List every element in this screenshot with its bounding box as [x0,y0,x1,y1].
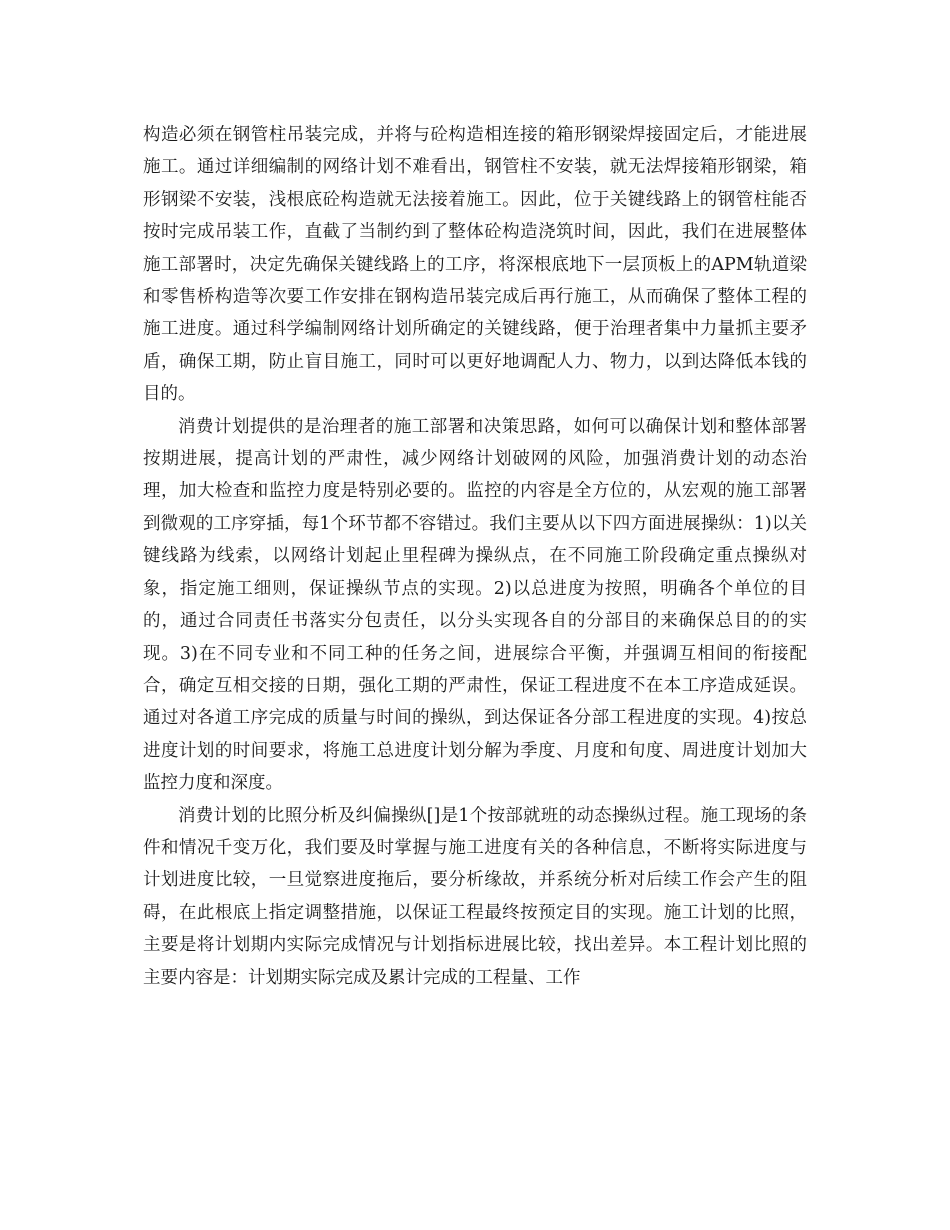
paragraph-2: 消费计划提供的是治理者的施工部署和决策思路，如何可以确保计划和整体部署按期进展，提高计划的严肃性，减少网络计划破网的风险，加强消费计划的动态治理，加大检查和监控力度是特别必要的。监控的内容是全方位的，从宏观的施工部署到微观的工序穿插，每1个环节都不容错过。我们主要从以下四方面进展操纵：1)以关键线路为线索，以网络计划起止里程碑为操纵点，在不同施工阶段确定重点操纵对象，指定施工细则，保证操纵节点的实现。2)以总进度为按照，明确各个单位的目的，通过合同责任书落实分包责任，以分头实现各自的分部目的来确保总目的的实现。3)在不同专业和不同工种的任务之间，进展综合平衡，并强调互相间的衔接配合，确定互相交接的日期，强化工期的严肃性，保证工程进度不在本工序造成延误。通过对各道工序完成的质量与时间的操纵，到达保证各分部工程进度的实现。4)按总进度计划的时间要求，将施工总进度计划分解为季度、月度和旬度、周进度计划加大监控力度和深度。 [143,416,807,794]
document-body [143,119,807,994]
paragraph-3: 消费计划的比照分析及纠偏操纵[]是1个按部就班的动态操纵过程。施工现场的条件和情况千变万化，我们要及时掌握与施工进度有关的各种信息，不断将实际进度与计划进度比较，一旦觉察进度拖后，要分析缘故，并系统分析对后续工作会产生的阻碍，在此根底上指定调整措施，以保证工程最终按预定目的实现。施工计划的比照，主要是将计划期内实际完成情况与计划指标进展比较，找出差异。本工程计划比照的主要内容是：计划期实际完成及累计完成的工程量、工作 [143,805,807,988]
paragraph-1: 构造必须在钢管柱吊装完成，并将与砼构造相连接的箱形钢梁焊接固定后，才能进展施工。通过详细编制的网络计划不难看出，钢管柱不安装，就无法焊接箱形钢梁，箱形钢梁不安装，浅根底砼构造就无法接着施工。因此，位于关键线路上的钢管柱能否按时完成吊装工作，直截了当制约到了整体砼构造浇筑时间，因此，我们在进展整体施工部署时，决定先确保关键线路上的工序，将深根底地下一层顶板上的APM轨道梁和零售桥构造等次要工作安排在钢构造吊装完成后再行施工，从而确保了整体工程的施工进度。通过科学编制网络计划所确定的关键线路，便于治理者集中力量抓主要矛盾，确保工期，防止盲目施工，同时可以更好地调配人力、物力，以到达降低本钱的目的。 [143,125,807,405]
